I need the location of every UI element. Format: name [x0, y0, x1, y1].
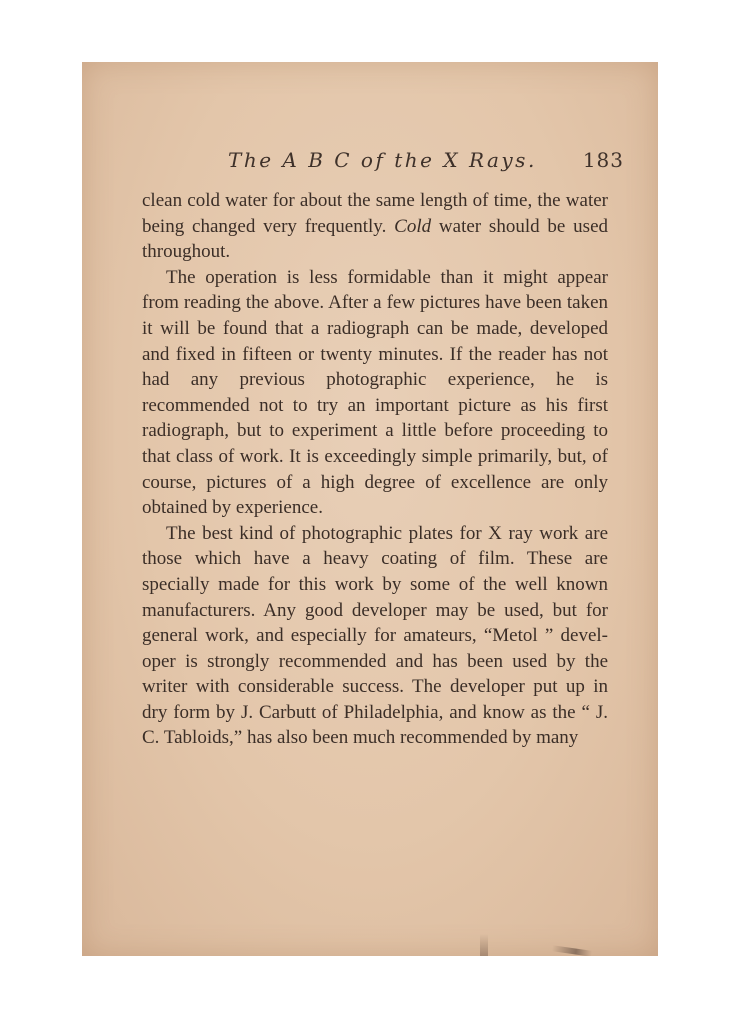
text-line: his first radiograph, but to experiment a little [142, 394, 609, 442]
text-line: Philadelphia, and know as the “ J. C. Tabloids,” [142, 701, 608, 749]
text-line: pictures have been taken it will be found that a [142, 292, 609, 339]
paragraph-2 [142, 265, 608, 521]
text-line: obtained by experience. [142, 497, 323, 519]
text-line: fifteen or twenty minutes. If the reader has not [242, 343, 608, 365]
text-line: by some of the well known manufacturers. Any [142, 573, 608, 621]
text-line: clean cold water for about the same length of [142, 190, 489, 211]
text-line: had any previous photographic experience, he is [142, 369, 608, 391]
text-line: has also been much recommended by many [246, 727, 579, 749]
text-line: good developer may be used, but for general [142, 599, 609, 647]
text-line: recommended not to try an important picture as [142, 394, 537, 416]
text-line: by the writer with considerable success. The [142, 650, 608, 698]
page-header [142, 148, 632, 176]
text-line: work, and especially for amateurs, “Metol ” devel- [205, 625, 609, 647]
text-line: ray work are those which have a heavy coating [142, 522, 608, 570]
text-line: The operation is less formidable than it might [166, 266, 548, 288]
running-title: The A B C of the X Rays. [228, 148, 537, 172]
text-line: water should be used throughout. [142, 215, 609, 263]
text-line: The best kind of photographic plates for X [166, 522, 502, 544]
book-page [82, 62, 658, 956]
text-line: radiograph can be made, developed and fixed in [142, 317, 608, 365]
text-line: appear from reading the above. After a few [142, 266, 608, 314]
text-line: pictures of a high degree of excellence are only [206, 471, 608, 493]
body-text [142, 188, 608, 751]
paragraph-1 [142, 188, 608, 265]
text-line: developer put up in dry form by J. Carbutt of [142, 676, 609, 723]
text-line: before proceeding to that class of work. It is [142, 420, 608, 467]
text-line: oper is strongly recommended and has been used [142, 650, 548, 672]
binding-shadow-mark [480, 934, 488, 956]
paragraph-3 [142, 521, 608, 751]
page-number: 183 [582, 148, 624, 172]
text-line: time, the water being changed very frequently. [142, 190, 609, 237]
text-line: of film. These are specially made for this work [142, 548, 608, 595]
text-line: exceedingly simple primarily, but, of course, [142, 445, 609, 493]
text-line-emphasis: Cold [394, 215, 432, 237]
binding-shadow-mark [552, 945, 592, 956]
